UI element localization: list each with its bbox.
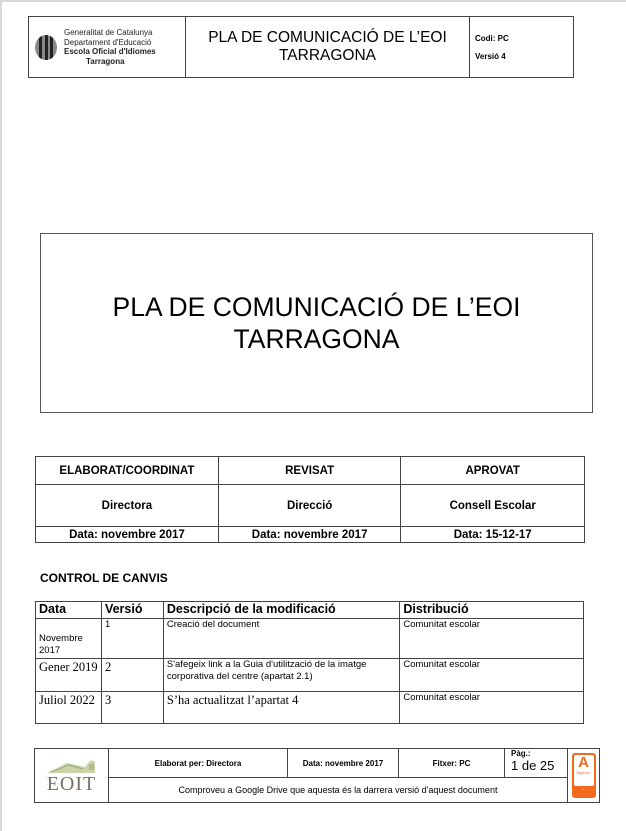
page-edge-left [0,0,2,831]
org-line-3: Escola Oficial d'Idiomes [64,47,156,56]
footer-elaborated-by: Elaborat per: Directora [109,749,288,777]
approval-header-elaborat: ELABORAT/COORDINAT [36,457,219,485]
column-header-description: Descripció de la modificació [163,602,399,619]
eoit-logo-text: EOIT [46,772,97,795]
column-header-date: Data [36,602,102,619]
document-footer [34,748,600,803]
row-description: S'afegeix link a la Guia d'utilització de la imatge corporativa del centre (apartat 2.1) [163,659,399,692]
row-date-text: Novembre 2017 [39,633,83,656]
table-row [36,692,584,724]
eoit-logo [35,749,109,802]
cert-name: Applus+ [576,770,591,775]
row-distribution: Comunitat escolar [400,659,584,692]
gencat-emblem-icon [35,35,57,60]
column-header-distribution: Distribució [400,602,584,619]
gencat-logo-block [29,17,186,77]
table-row [36,619,584,659]
header-title-line-2: TARRAGONA [278,47,377,64]
row-version: 2 [101,659,163,692]
cover-title-line-1: PLA DE COMUNICACIÓ DE L’EOI [112,292,521,322]
approval-table [35,456,585,543]
approval-date-elaborat: Data: novembre 2017 [36,527,219,543]
cover-title-line-2: TARRAGONA [233,324,400,354]
org-name [64,28,156,66]
certification-logo [568,749,599,802]
page-number: 1 de 25 [511,758,555,773]
table-row [36,659,584,692]
header-meta [470,17,573,77]
approval-role-revisat: Direcció [218,485,401,527]
change-control-heading: CONTROL DE CANVIS [40,571,168,585]
page-edge-top [0,0,626,2]
row-version: 1 [101,619,163,659]
header-title-line-1: PLA DE COMUNICACIÓ DE L’EOI [208,29,447,46]
cert-mark: A [578,754,589,771]
cover-title [40,233,593,413]
column-header-version: Versió [101,602,163,619]
approval-date-aprovat: Data: 15-12-17 [401,527,585,543]
row-date: Juliol 2022 [36,692,102,724]
footer-date: Data: novembre 2017 [288,749,399,777]
row-version: 3 [101,692,163,724]
change-control-table [35,601,584,724]
row-distribution: Comunitat escolar [400,692,584,724]
row-distribution: Comunitat escolar [400,619,584,659]
footer-notice: Comproveu a Google Drive que aquesta és la darrera versió d'aquest document [178,785,498,795]
row-date: Gener 2019 [36,659,102,692]
org-line-2: Departament d'Educació [64,37,152,47]
document-version: Versió 4 [475,51,506,61]
approval-header-revisat: REVISAT [218,457,401,485]
row-description: S’ha actualitzat l’apartat 4 [163,692,399,724]
document-header [28,16,574,78]
approval-role-elaborat: Directora [36,485,219,527]
footer-file: Fitxer: PC [399,749,505,777]
footer-info [109,749,568,802]
footer-page [505,749,567,777]
row-description: Creació del document [163,619,399,659]
row-date [36,619,102,659]
org-line-4: Tarragona [86,56,125,66]
header-title [186,17,470,77]
approval-header-aprovat: APROVAT [401,457,585,485]
approval-role-aprovat: Consell Escolar [401,485,585,527]
approval-date-revisat: Data: novembre 2017 [218,527,401,543]
org-line-1: Generalitat de Catalunya [64,28,153,37]
document-code: Codi: PC [475,33,509,43]
page-label: Pàg.: [511,749,531,758]
applus-cert-icon [572,753,596,798]
cert-footer-band: •• [582,787,585,791]
house-icon [45,758,99,774]
